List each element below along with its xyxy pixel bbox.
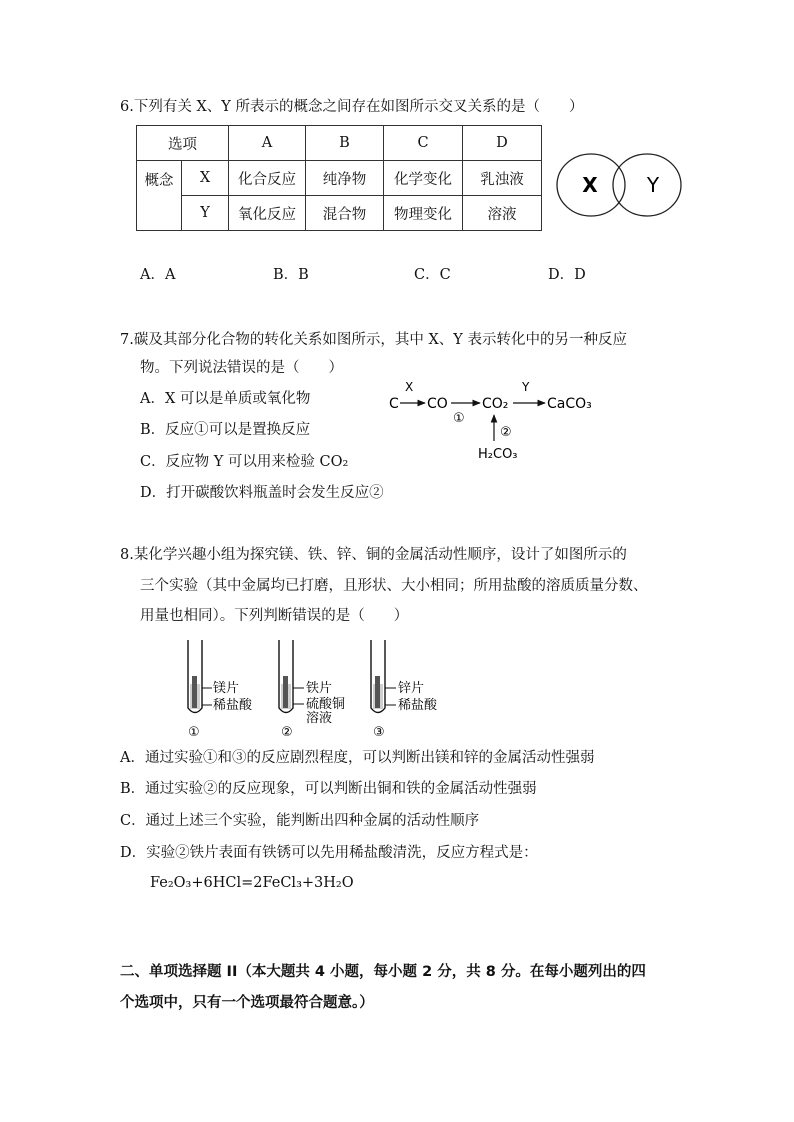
test-tube-1 — [188, 640, 253, 740]
table-row-key: X — [182, 161, 229, 196]
q6-option-d: D．D — [548, 267, 586, 283]
q8-equation: Fe₂O₃+6HCl=2FeCl₃+3H₂O — [150, 875, 354, 891]
table-cell: 化合反应 — [229, 161, 306, 196]
reaction-2-label: ② — [500, 425, 512, 440]
tube-number: ① — [188, 725, 200, 740]
q8-stem-line3: 用量也相同）。下列判断错误的是（ ） — [140, 608, 409, 624]
tube-number: ② — [281, 725, 293, 740]
venn-diagram — [550, 150, 690, 220]
species-co: CO — [427, 396, 448, 412]
table-header-cell: A — [229, 126, 306, 161]
q8-option-a: A．通过实验①和③的反应剧烈程度，可以判断出镁和锌的金属活动性强弱 — [120, 750, 595, 766]
table-cell: 溶液 — [463, 196, 542, 231]
q6-concept-table — [136, 125, 542, 231]
species-c: C — [389, 396, 399, 412]
reactant-y-label: Y — [522, 380, 530, 394]
q7-option-b: B．反应①可以是置换反应 — [140, 422, 311, 438]
solution-label: 稀盐酸 — [213, 698, 253, 713]
section-2-heading-line2: 个选项中，只有一个选项最符合题意。） — [120, 995, 374, 1011]
species-caco3: CaCO₃ — [547, 396, 592, 412]
metal-label: 镁片 — [213, 681, 240, 696]
q7-option-a: A．X 可以是单质或氧化物 — [140, 391, 311, 407]
q7-option-d: D．打开碳酸饮料瓶盖时会发生反应② — [140, 485, 384, 501]
reaction-1-label: ① — [453, 411, 465, 426]
table-header-cell: C — [384, 126, 463, 161]
venn-label-y: Y — [646, 173, 660, 197]
table-row-key: Y — [182, 196, 229, 231]
q6-option-b: B．B — [273, 267, 309, 283]
solution-label: 稀盐酸 — [398, 698, 438, 713]
metal-strip — [375, 676, 380, 708]
metal-strip — [192, 676, 197, 708]
metal-label: 锌片 — [398, 681, 425, 696]
table-cell: 氧化反应 — [229, 196, 306, 231]
table-cell: 化学变化 — [384, 161, 463, 196]
table-cell: 乳浊液 — [463, 161, 542, 196]
q6-option-c: C．C — [414, 267, 451, 283]
species-h2co3: H₂CO₃ — [478, 447, 518, 462]
table-header-cell: D — [463, 126, 542, 161]
q8-option-d: D．实验②铁片表面有铁锈可以先用稀盐酸清洗，反应方程式是： — [120, 845, 538, 861]
metal-label: 铁片 — [306, 681, 333, 696]
q6-stem: 6.下列有关 X、Y 所表示的概念之间存在如图所示交叉关系的是（ ） — [120, 99, 584, 115]
q8-option-b: B．通过实验②的反应现象，可以判断出铜和铁的金属活动性强弱 — [120, 781, 537, 797]
carbon-conversion-diagram — [385, 375, 625, 467]
table-cell: 物理变化 — [384, 196, 463, 231]
tube-number: ③ — [373, 725, 385, 740]
q8-option-c: C．通过上述三个实验，能判断出四种金属的活动性顺序 — [120, 813, 480, 829]
q7-stem-line2: 物。下列说法错误的是（ ） — [140, 360, 343, 376]
table-concept-label: 概念 — [137, 161, 182, 231]
table-header-cell: 选项 — [137, 126, 229, 161]
section-2-heading-line1: 二、单项选择题 II（本大题共 4 小题，每小题 2 分，共 8 分。在每小题列出的四 — [120, 964, 646, 980]
table-cell: 混合物 — [306, 196, 384, 231]
q8-stem-line2: 三个实验（其中金属均已打磨，且形状、大小相同；所用盐酸的溶质质量分数、 — [140, 578, 648, 594]
venn-label-x: X — [582, 173, 598, 197]
q7-stem-line1: 7.碳及其部分化合物的转化关系如图所示，其中 X、Y 表示转化中的另一种反应 — [120, 332, 627, 348]
reactant-x-label: X — [405, 380, 414, 394]
table-header-cell: B — [306, 126, 384, 161]
species-co2: CO₂ — [482, 396, 509, 412]
solution-label-line2: 溶液 — [306, 711, 333, 726]
q8-stem-line1: 8.某化学兴趣小组为探究镁、铁、锌、铜的金属活动性顺序，设计了如图所示的 — [120, 547, 627, 563]
test-tube-experiments — [180, 638, 460, 740]
solution-label: 硫酸铜 — [306, 697, 346, 712]
table-cell: 纯净物 — [306, 161, 384, 196]
q6-option-a: A．A — [140, 267, 176, 283]
test-tube-3 — [371, 640, 438, 740]
metal-strip — [283, 676, 288, 708]
q7-option-c: C．反应物 Y 可以用来检验 CO₂ — [140, 454, 349, 470]
test-tube-2 — [279, 640, 345, 740]
